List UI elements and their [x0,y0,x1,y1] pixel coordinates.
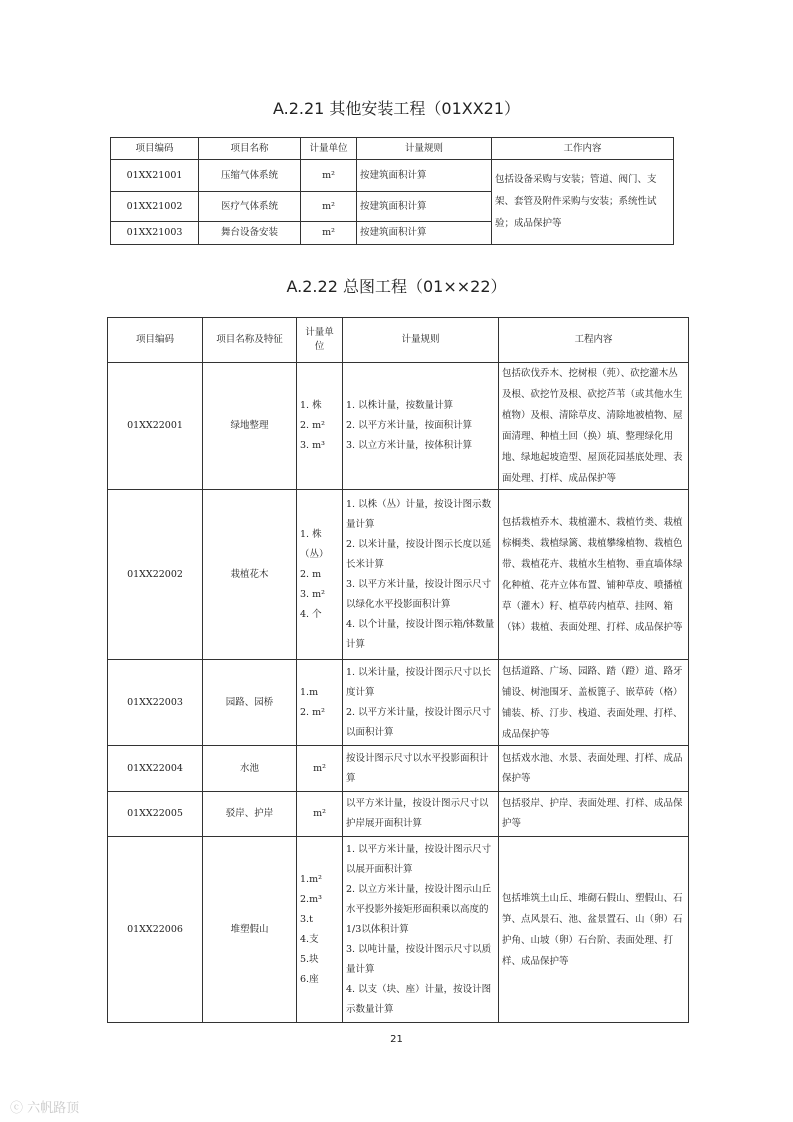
item-rules [343,660,499,746]
table-row [108,363,689,490]
rule-line: 2. 以立方米计量，按设计图示山丘水平投影外接矩形面积乘以高度的1/3以体积计算 [346,883,492,935]
item-name: 栽植花木 [203,490,297,660]
header-content: 工程内容 [499,318,689,363]
item-code: 01XX22005 [108,792,203,837]
item-rules [343,363,499,490]
other-installation-table [110,137,674,245]
item-code: 01XX22001 [108,363,203,490]
header-rule: 计量规则 [357,138,492,160]
table-row [108,660,689,746]
header-code: 项目编码 [111,138,199,160]
header-code: 项目编码 [108,318,203,363]
general-layout-table [107,317,689,1023]
item-unit: m² [301,160,357,192]
rule-line: 3. 以平方米计量，按设计图示尺寸以绿化水平投影面积计算 [346,578,492,610]
item-name: 园路、园桥 [203,660,297,746]
watermark-logo-icon: ⓒ [10,1101,24,1116]
item-content: 包括戏水池、水景、表面处理、打样、成品保护等 [499,746,689,792]
item-units [297,660,343,746]
table-row [108,792,689,837]
item-unit: m² [301,222,357,245]
unit-option: 4. 个 [300,608,322,620]
item-code: 01XX22006 [108,837,203,1023]
item-name: 压缩气体系统 [199,160,301,192]
item-name: 舞台设备安装 [199,222,301,245]
header-unit: 计量单位 [301,138,357,160]
item-rules [343,490,499,660]
item-name: 医疗气体系统 [199,192,301,222]
rule-line: 3. 以吨计量，按设计图示尺寸以质量计算 [346,943,492,975]
rule-line: 4. 以个计量，按设计图示箱/钵数量计算 [346,618,495,650]
section-a221-title: A.2.21 其他安装工程（01XX21） [272,99,521,118]
item-name: 水池 [203,746,297,792]
item-rule: 按建筑面积计算 [357,192,492,222]
item-content: 包括砍伐乔木、挖树根（蔸）、砍挖灌木丛及根、砍挖竹及根、砍挖芦苇（或其他水生植物）及根、清除草皮、清除地被植物、屋面清理、种植土回（换）填、整理绿化用地、绿地起坡造型、屋顶花园基底处理、表面处理、打样、成品保护等 [499,363,689,490]
watermark-text: 六帆路顶 [27,1101,80,1116]
table-row [108,837,689,1023]
header-name-feature: 项目名称及特征 [203,318,297,363]
watermark [10,1097,79,1116]
item-work-content: 包括设备采购与安装；管道、阀门、支架、套管及附件采购与安装；系统性试验；成品保护等 [492,160,674,245]
item-content: 包括栽植乔木、栽植灌木、栽植竹类、栽植棕榈类、栽植绿篱、栽植攀缘植物、栽植色带、栽植花卉、栽植水生植物、垂直墙体绿化种植、花卉立体布置、铺种草皮、喷播植草（灌木）籽、植草砖内植草、挂网、箱（钵）栽植、表面处理、打样、成品保护等 [499,490,689,660]
item-rule: 按建筑面积计算 [357,222,492,245]
item-rules [343,837,499,1023]
rule-line: 3. 以立方米计量，按体积计算 [346,440,473,451]
header-name: 项目名称 [199,138,301,160]
unit-option: 3. m³ [300,440,325,451]
header-work: 工作内容 [492,138,674,160]
table-row [108,490,689,660]
rule-line: 2. 以平方米计量，按设计图示尺寸以面积计算 [346,706,492,738]
rule-line: 4. 以支（块、座）计量，按设计图示数量计算 [346,983,492,1015]
rule-line: 1. 以株计量，按数量计算 [346,400,454,411]
unit-option: 6.座 [300,973,319,985]
item-rule: 按设计图示尺寸以水平投影面积计算 [343,746,499,792]
item-name: 驳岸、护岸 [203,792,297,837]
unit-option: 4.支 [300,933,319,945]
rule-line: 1. 以平方米计量，按设计图示尺寸以展开面积计算 [346,843,492,875]
item-units [297,837,343,1023]
rule-line: 1. 以株（丛）计量，按设计图示数量计算 [346,498,492,530]
item-content: 包括堆筑土山丘、堆砌石假山、塑假山、石笋、点风景石、池、盆景置石、山（卵）石护角、山坡（卵）石台阶、表面处理、打样、成品保护等 [499,837,689,1023]
rule-line: 1. 以米计量，按设计图示尺寸以长度计算 [346,666,492,698]
rule-line: 2. 以平方米计量，按面积计算 [346,420,473,431]
unit-option: 2. m² [300,706,325,718]
item-content: 包括驳岸、护岸、表面处理、打样、成品保护等 [499,792,689,837]
item-code: 01XX22003 [108,660,203,746]
item-rule: 按建筑面积计算 [357,160,492,192]
item-code: 01XX22004 [108,746,203,792]
rule-line: 2. 以米计量，按设计图示长度以延长米计算 [346,538,492,570]
unit-option: 3. m² [300,588,325,600]
item-code: 01XX22002 [108,490,203,660]
header-rule: 计量规则 [343,318,499,363]
unit-option: 2. m² [300,420,325,431]
section-a222-title: A.2.22 总图工程（01××22） [286,277,507,296]
item-units [297,490,343,660]
unit-option: 5.块 [300,953,319,965]
unit-option: 1. 株 [300,400,322,411]
item-unit: m² [301,192,357,222]
item-code: 01XX21001 [111,160,199,192]
item-code: 01XX21003 [111,222,199,245]
page-number: 21 [390,1034,403,1045]
item-unit: m² [297,792,343,837]
item-name: 堆塑假山 [203,837,297,1023]
header-unit: 计量单位 [297,318,343,363]
unit-option: 2.m³ [300,893,322,905]
table-row [108,746,689,792]
item-units [297,363,343,490]
unit-option: 2. m [300,568,322,580]
unit-option: 3.t [300,913,313,925]
item-code: 01XX21002 [111,192,199,222]
unit-option: 1. 株（丛） [300,528,329,560]
unit-option: 1.m² [300,873,322,885]
item-content: 包括道路、广场、园路、踏（蹬）道、路牙铺设、树池围牙、盖板篦子、嵌草砖（格）铺装、桥、汀步、栈道、表面处理、打样、成品保护等 [499,660,689,746]
unit-option: 1.m [300,686,319,698]
item-rule: 以平方米计量，按设计图示尺寸以护岸展开面积计算 [343,792,499,837]
item-unit: m² [297,746,343,792]
table-row [111,160,674,192]
item-name: 绿地整理 [203,363,297,490]
